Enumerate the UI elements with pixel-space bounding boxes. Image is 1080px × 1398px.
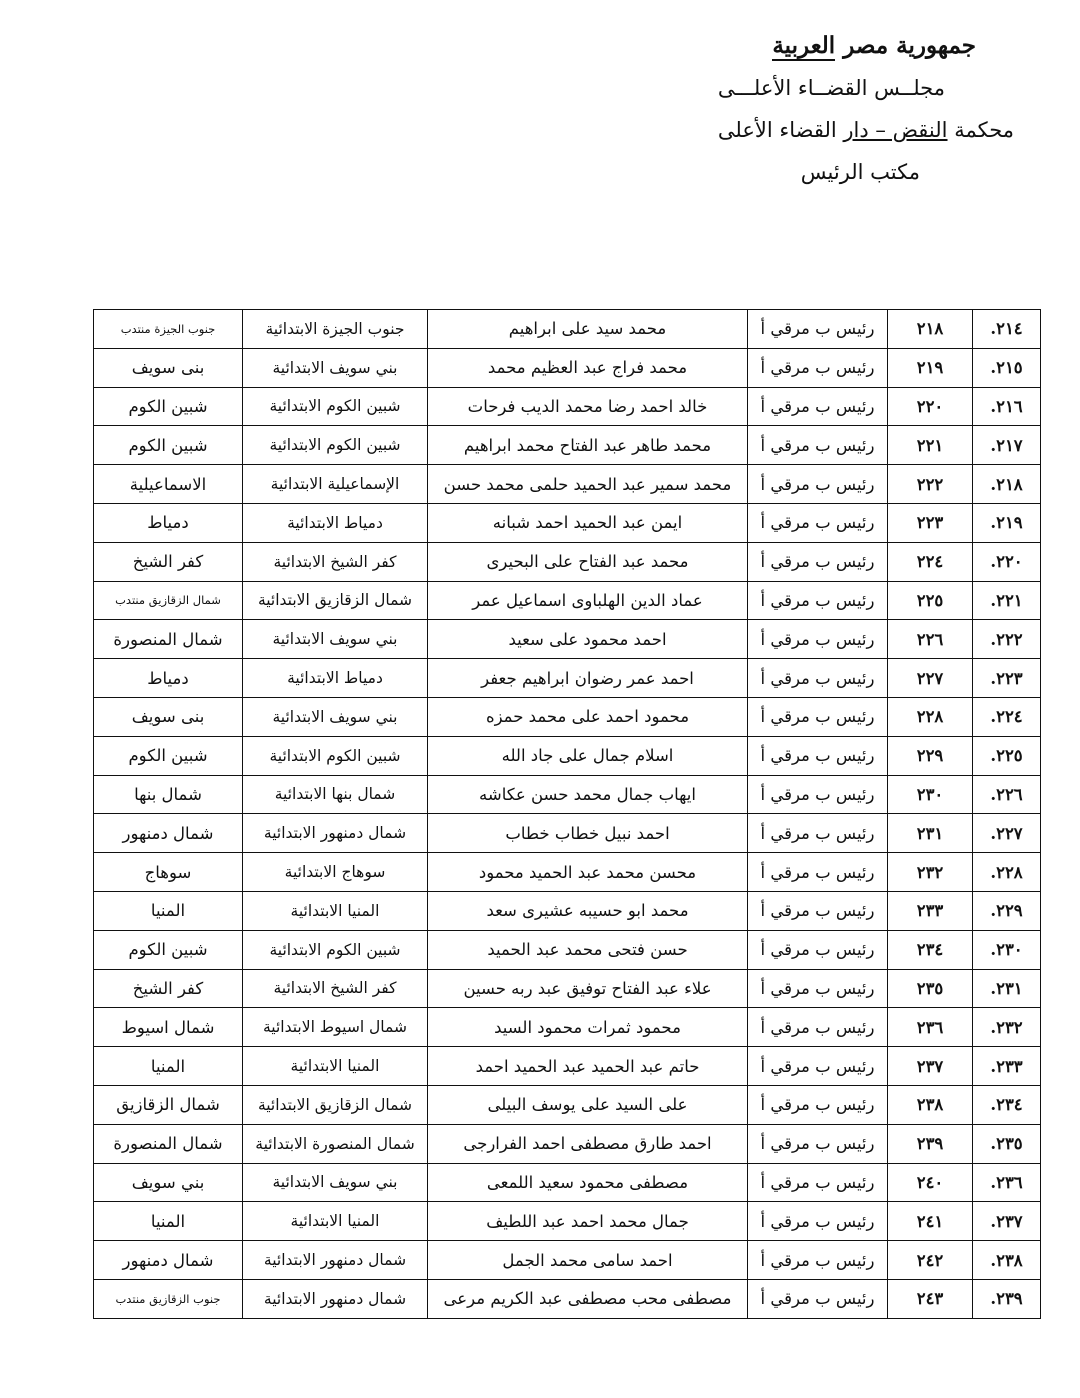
name-cell: اسلام جمال على جاد الله	[428, 736, 748, 775]
title-cell: رئيس ب مرقي أ	[748, 1279, 888, 1318]
court-cell: بني سويف الابتدائية	[243, 697, 428, 736]
row-number-cell: ٢٣٢.	[973, 1008, 1041, 1047]
rank-number-cell: ٢٢٦	[888, 620, 973, 659]
court-cell: بني سويف الابتدائية	[243, 1163, 428, 1202]
district-cell: بنى سويف	[94, 697, 243, 736]
table-row	[94, 426, 1041, 465]
row-number-cell: ٢١٨.	[973, 465, 1041, 504]
row-number-cell: ٢٣٣.	[973, 1047, 1041, 1086]
header-court-part1: محكمة	[947, 118, 1014, 142]
district-cell: بني سويف	[94, 1163, 243, 1202]
district-cell: شمال الزقازيق	[94, 1085, 243, 1124]
table-row	[94, 930, 1041, 969]
row-number-cell: ٢١٦.	[973, 387, 1041, 426]
district-cell: شبين الكوم	[94, 736, 243, 775]
court-cell: شمال دمنهور الابتدائية	[243, 1241, 428, 1280]
table-row	[94, 387, 1041, 426]
row-number-cell: ٢٣٠.	[973, 930, 1041, 969]
table-row	[94, 659, 1041, 698]
row-number-cell: ٢٣٨.	[973, 1241, 1041, 1280]
title-cell: رئيس ب مرقي أ	[748, 581, 888, 620]
title-cell: رئيس ب مرقي أ	[748, 891, 888, 930]
title-cell: رئيس ب مرقي أ	[748, 465, 888, 504]
rank-number-cell: ٢١٩	[888, 348, 973, 387]
title-cell: رئيس ب مرقي أ	[748, 310, 888, 349]
row-number-cell: ٢٣٥.	[973, 1124, 1041, 1163]
table-row	[94, 775, 1041, 814]
district-cell: شمال دمنهور	[94, 1241, 243, 1280]
rank-number-cell: ٢٣٢	[888, 853, 973, 892]
table-row	[94, 465, 1041, 504]
row-number-cell: ٢٢٥.	[973, 736, 1041, 775]
header-country	[772, 32, 976, 59]
title-cell: رئيس ب مرقي أ	[748, 969, 888, 1008]
rank-number-cell: ٢٣٥	[888, 969, 973, 1008]
rank-number-cell: ٢٢٢	[888, 465, 973, 504]
row-number-cell: ٢٢٣.	[973, 659, 1041, 698]
table-row	[94, 542, 1041, 581]
rank-number-cell: ٢٤٠	[888, 1163, 973, 1202]
row-number-cell: ٢٢٧.	[973, 814, 1041, 853]
court-cell: شمال دمنهور الابتدائية	[243, 1279, 428, 1318]
district-cell: جنوب الجيزة منتدب	[94, 310, 243, 349]
name-cell: محمد ابو حسيبه عشيرى سعد	[428, 891, 748, 930]
title-cell: رئيس ب مرقي أ	[748, 930, 888, 969]
district-cell: سوهاج	[94, 853, 243, 892]
table-row	[94, 736, 1041, 775]
name-cell: احمد محمود على سعيد	[428, 620, 748, 659]
rank-number-cell: ٢٣٨	[888, 1085, 973, 1124]
table-row	[94, 969, 1041, 1008]
rank-number-cell: ٢٣٤	[888, 930, 973, 969]
table-row	[94, 1008, 1041, 1047]
table-row	[94, 814, 1041, 853]
title-cell: رئيس ب مرقي أ	[748, 853, 888, 892]
name-cell: محمود ثمرات محمود السيد	[428, 1008, 748, 1047]
name-cell: محمد سيد على ابراهيم	[428, 310, 748, 349]
row-number-cell: ٢١٩.	[973, 503, 1041, 542]
rank-number-cell: ٢٢٧	[888, 659, 973, 698]
name-cell: محمد سمير عبد الحميد حلمى محمد حسن	[428, 465, 748, 504]
court-cell: شمال دمنهور الابتدائية	[243, 814, 428, 853]
table-row	[94, 348, 1041, 387]
title-cell: رئيس ب مرقي أ	[748, 1241, 888, 1280]
name-cell: محمد عبد الفتاح على البحيرى	[428, 542, 748, 581]
rank-number-cell: ٢٢١	[888, 426, 973, 465]
name-cell: عماد الدين الهلباوى اسماعيل عمر	[428, 581, 748, 620]
header-office: مكتب الرئيس	[800, 160, 920, 184]
name-cell: مصطفى محمود سعيد اللمعى	[428, 1163, 748, 1202]
judges-table-body	[94, 310, 1041, 1319]
title-cell: رئيس ب مرقي أ	[748, 775, 888, 814]
table-row	[94, 581, 1041, 620]
district-cell: شمال الزقازيق منتدب	[94, 581, 243, 620]
district-cell: الاسماعيلية	[94, 465, 243, 504]
court-cell: كفر الشيخ الابتدائية	[243, 969, 428, 1008]
row-number-cell: ٢١٥.	[973, 348, 1041, 387]
row-number-cell: ٢٢٨.	[973, 853, 1041, 892]
district-cell: شبين الكوم	[94, 426, 243, 465]
title-cell: رئيس ب مرقي أ	[748, 1163, 888, 1202]
judges-table	[93, 309, 1041, 1319]
table-row	[94, 1202, 1041, 1241]
name-cell: محمد طاهر عبد الفتاح محمد ابراهيم	[428, 426, 748, 465]
header-country-part2: العربية	[772, 32, 836, 59]
header-court-part3: القضاء الأعلى	[717, 118, 844, 142]
table-row	[94, 1085, 1041, 1124]
court-cell: بني سويف الابتدائية	[243, 348, 428, 387]
court-cell: شمال الزقازيق الابتدائية	[243, 1085, 428, 1124]
rank-number-cell: ٢٢٨	[888, 697, 973, 736]
title-cell: رئيس ب مرقي أ	[748, 426, 888, 465]
table-row	[94, 503, 1041, 542]
district-cell: بنى سويف	[94, 348, 243, 387]
name-cell: ايمن عبد الحميد احمد شبانه	[428, 503, 748, 542]
table-row	[94, 1124, 1041, 1163]
district-cell: كفر الشيخ	[94, 969, 243, 1008]
title-cell: رئيس ب مرقي أ	[748, 814, 888, 853]
court-cell: جنوب الجيزة الابتدائية	[243, 310, 428, 349]
court-cell: كفر الشيخ الابتدائية	[243, 542, 428, 581]
court-cell: شبين الكوم الابتدائية	[243, 930, 428, 969]
row-number-cell: ٢٣٩.	[973, 1279, 1041, 1318]
court-cell: بني سويف الابتدائية	[243, 620, 428, 659]
name-cell: احمد نبيل خطاب خطاب	[428, 814, 748, 853]
rank-number-cell: ٢٣٦	[888, 1008, 973, 1047]
rank-number-cell: ٢١٨	[888, 310, 973, 349]
title-cell: رئيس ب مرقي أ	[748, 1008, 888, 1047]
district-cell: المنيا	[94, 1047, 243, 1086]
court-cell: الإسماعيلية الابتدائية	[243, 465, 428, 504]
row-number-cell: ٢١٤.	[973, 310, 1041, 349]
title-cell: رئيس ب مرقي أ	[748, 1047, 888, 1086]
header-country-part1: جمهورية مصر	[835, 32, 976, 59]
name-cell: احمد طارق مصطفى احمد الفرارجى	[428, 1124, 748, 1163]
row-number-cell: ٢٢٢.	[973, 620, 1041, 659]
name-cell: محمد فراج عبد العظيم محمد	[428, 348, 748, 387]
name-cell: محسن محمد عبد الحميد محمود	[428, 853, 748, 892]
district-cell: جنوب الزقازيق منتدب	[94, 1279, 243, 1318]
court-cell: المنيا الابتدائية	[243, 891, 428, 930]
district-cell: شبين الكوم	[94, 930, 243, 969]
title-cell: رئيس ب مرقي أ	[748, 1202, 888, 1241]
title-cell: رئيس ب مرقي أ	[748, 1124, 888, 1163]
rank-number-cell: ٢٣٩	[888, 1124, 973, 1163]
table-row	[94, 1241, 1041, 1280]
row-number-cell: ٢٢٤.	[973, 697, 1041, 736]
district-cell: شمال المنصورة	[94, 620, 243, 659]
rank-number-cell: ٢٣٧	[888, 1047, 973, 1086]
row-number-cell: ٢٣١.	[973, 969, 1041, 1008]
court-cell: شمال الزقازيق الابتدائية	[243, 581, 428, 620]
header-council: مجلــس القضــاء الأعلـــى	[717, 76, 945, 100]
row-number-cell: ٢٣٧.	[973, 1202, 1041, 1241]
court-cell: شبين الكوم الابتدائية	[243, 736, 428, 775]
title-cell: رئيس ب مرقي أ	[748, 697, 888, 736]
row-number-cell: ٢١٧.	[973, 426, 1041, 465]
table-row	[94, 1279, 1041, 1318]
name-cell: احمد عمر رضوان ابراهيم جعفر	[428, 659, 748, 698]
name-cell: احمد سامى محمد الجمل	[428, 1241, 748, 1280]
table-row	[94, 310, 1041, 349]
title-cell: رئيس ب مرقي أ	[748, 620, 888, 659]
name-cell: جمال محمد احمد عبد اللطيف	[428, 1202, 748, 1241]
title-cell: رئيس ب مرقي أ	[748, 1085, 888, 1124]
court-cell: دمياط الابتدائية	[243, 659, 428, 698]
table-row	[94, 1047, 1041, 1086]
row-number-cell: ٢٢٩.	[973, 891, 1041, 930]
header-court-part2: النقض – دار	[843, 118, 948, 142]
rank-number-cell: ٢٢٥	[888, 581, 973, 620]
name-cell: محمود احمد على محمد حمزه	[428, 697, 748, 736]
district-cell: المنيا	[94, 891, 243, 930]
table-row	[94, 620, 1041, 659]
name-cell: ايهاب جمال محمد حسن عكاشه	[428, 775, 748, 814]
court-cell: المنيا الابتدائية	[243, 1202, 428, 1241]
rank-number-cell: ٢٤٣	[888, 1279, 973, 1318]
district-cell: شمال بنها	[94, 775, 243, 814]
row-number-cell: ٢٢٦.	[973, 775, 1041, 814]
district-cell: شمال دمنهور	[94, 814, 243, 853]
name-cell: على السيد على يوسف البيلى	[428, 1085, 748, 1124]
district-cell: شمال اسيوط	[94, 1008, 243, 1047]
district-cell: شمال المنصورة	[94, 1124, 243, 1163]
row-number-cell: ٢٢١.	[973, 581, 1041, 620]
table-row	[94, 853, 1041, 892]
rank-number-cell: ٢٢٤	[888, 542, 973, 581]
rank-number-cell: ٢٣١	[888, 814, 973, 853]
court-cell: المنيا الابتدائية	[243, 1047, 428, 1086]
row-number-cell: ٢٣٦.	[973, 1163, 1041, 1202]
document-header	[0, 0, 1080, 200]
rank-number-cell: ٢٤٢	[888, 1241, 973, 1280]
title-cell: رئيس ب مرقي أ	[748, 387, 888, 426]
name-cell: مصطفى محب مصطفى عبد الكريم مرعى	[428, 1279, 748, 1318]
name-cell: حسن فتحى محمد عبد الحميد	[428, 930, 748, 969]
rank-number-cell: ٢٢٠	[888, 387, 973, 426]
rank-number-cell: ٢٢٩	[888, 736, 973, 775]
rank-number-cell: ٢٣٠	[888, 775, 973, 814]
district-cell: شبين الكوم	[94, 387, 243, 426]
district-cell: المنيا	[94, 1202, 243, 1241]
name-cell: علاء عبد الفتاح توفيق عبد ربه حسين	[428, 969, 748, 1008]
court-cell: سوهاج الابتدائية	[243, 853, 428, 892]
title-cell: رئيس ب مرقي أ	[748, 503, 888, 542]
title-cell: رئيس ب مرقي أ	[748, 348, 888, 387]
district-cell: دمياط	[94, 659, 243, 698]
title-cell: رئيس ب مرقي أ	[748, 659, 888, 698]
title-cell: رئيس ب مرقي أ	[748, 736, 888, 775]
district-cell: كفر الشيخ	[94, 542, 243, 581]
court-cell: دمياط الابتدائية	[243, 503, 428, 542]
rank-number-cell: ٢٣٣	[888, 891, 973, 930]
name-cell: حاتم عبد الحميد عبد الحميد احمد	[428, 1047, 748, 1086]
row-number-cell: ٢٢٠.	[973, 542, 1041, 581]
table-row	[94, 697, 1041, 736]
rank-number-cell: ٢٢٣	[888, 503, 973, 542]
name-cell: خالد احمد رضا محمد الديب فرحات	[428, 387, 748, 426]
header-court	[718, 118, 1014, 142]
court-cell: شمال بنها الابتدائية	[243, 775, 428, 814]
court-cell: شمال اسيوط الابتدائية	[243, 1008, 428, 1047]
court-cell: شبين الكوم الابتدائية	[243, 426, 428, 465]
court-cell: شبين الكوم الابتدائية	[243, 387, 428, 426]
table-row	[94, 1163, 1041, 1202]
row-number-cell: ٢٣٤.	[973, 1085, 1041, 1124]
rank-number-cell: ٢٤١	[888, 1202, 973, 1241]
district-cell: دمياط	[94, 503, 243, 542]
title-cell: رئيس ب مرقي أ	[748, 542, 888, 581]
table-row	[94, 891, 1041, 930]
court-cell: شمال المنصورة الابتدائية	[243, 1124, 428, 1163]
